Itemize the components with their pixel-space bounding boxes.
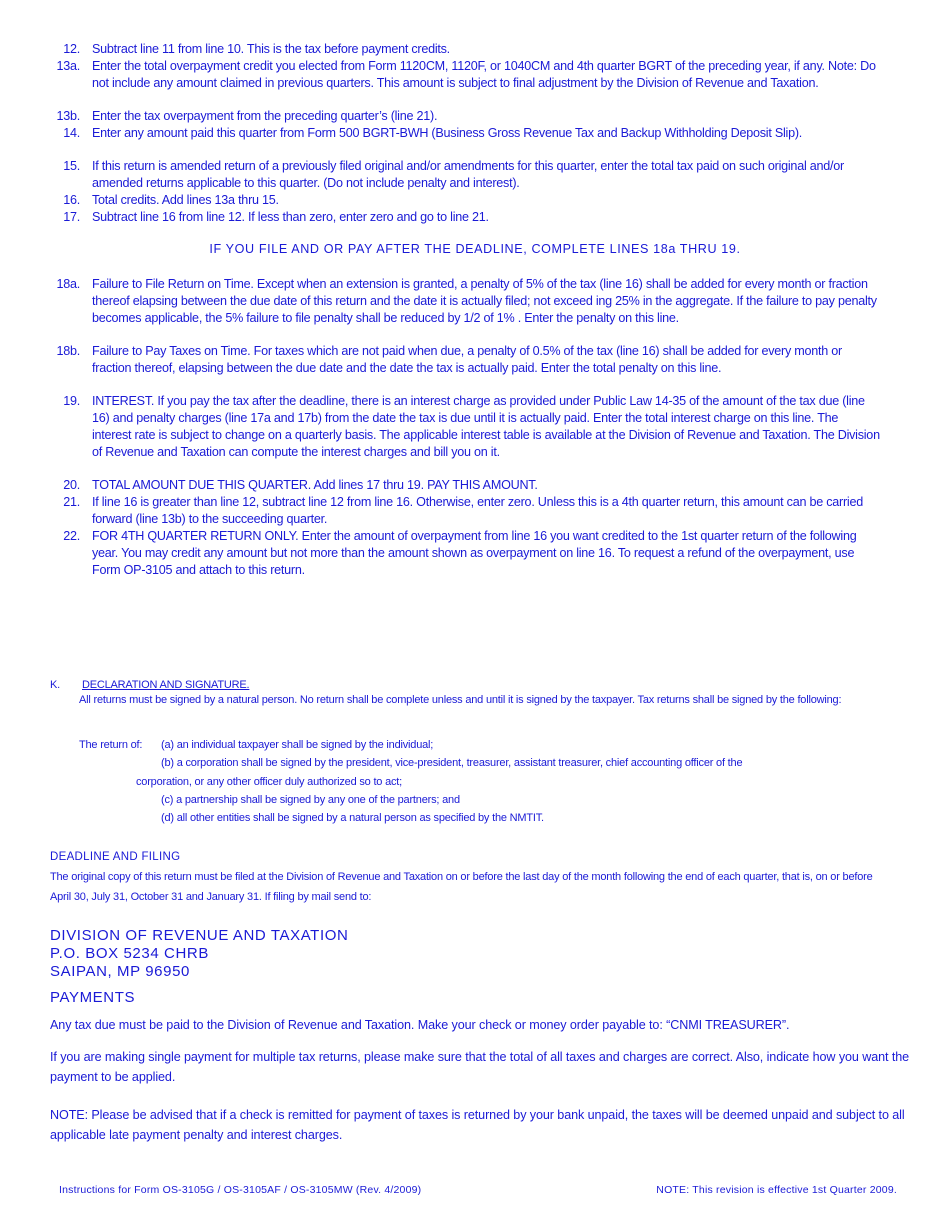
deadline-heading: IF YOU FILE AND OR PAY AFTER THE DEADLINE, COMPLETE LINES 18a THRU 19.	[209, 242, 741, 256]
payments-para-3: NOTE: Please be advised that if a check is remitted for payment of taxes is returned by your bank unpaid, the taxes will be deemed unpaid and subject to all applicable late payment penalty and interest charges.	[50, 1108, 905, 1142]
declaration-lead: The return of:	[79, 739, 143, 751]
address-line-2: P.O. BOX 5234 CHRB	[50, 945, 209, 962]
line-13a: 13a. Enter the total overpayment credit you elected from Form 1120CM, 1120F, or 1040CM and 4th quarter BGRT of the preceding year, if any. Note: Do not include any amount claimed in previous quarters. This amount is subject to final adjustment by the Division of Revenue and Taxation.	[56, 59, 876, 90]
payments-title: PAYMENTS	[50, 989, 136, 1006]
declaration-b: (b) a corporation shall be signed by the president, vice-president, treasurer, assistant treasurer, chief accounting officer of the	[161, 757, 743, 769]
line-15: 15. If this return is amended return of a previously filed original and/or amendments for this quarter, enter the total tax paid on such original and/or amended returns applicable to this quarter. (Do not include penalty and interest).	[63, 159, 844, 190]
line-18b: 18b. Failure to Pay Taxes on Time. For taxes which are not paid when due, a penalty of 0.5% of the tax (line 16) shall be added for every month or fraction thereof, elapsing between the due date and the date the tax is actually paid. Enter the total penalty on this line.	[56, 344, 842, 375]
line-19: 19. INTEREST. If you pay the tax after the deadline, there is an interest charge as provided under Public Law 14-35 of the amount of the tax due (line 16) and penalty charges (line 17a and 17b) from the date the tax is due until it is actually paid. Enter the total interest charge on this line. The interest rate is subject to change on a quarterly basis. The applicable interest table is available at the Division of Revenue and Taxation. The Division of Revenue and Taxation can compute the interest charges and bill you on it.	[63, 394, 880, 459]
footer-revision-note: NOTE: This revision is effective 1st Quarter 2009.	[656, 1184, 897, 1196]
line-12: 12. Subtract line 11 from line 10. This is the tax before payment credits.	[63, 42, 450, 56]
line-18a: 18a. Failure to File Return on Time. Except when an extension is granted, a penalty of 5% of the tax (line 16) shall be added for every month or fraction thereof elapsing between the due date of this return and the date it is actually filed; not exceed ing 25% in the aggregate. If the failure to pay penalty becomes applicable, the 5% failure to file penalty shall be reduced by 1/2 of 1% . Enter the penalty on this line.	[56, 277, 877, 325]
line-14: 14. Enter any amount paid this quarter from Form 500 BGRT-BWH (Business Gross Revenue Tax and Backup Withholding Deposit Slip).	[63, 126, 803, 140]
declaration-d: (d) all other entities shall be signed by a natural person as specified by the NMTIT.	[161, 812, 544, 824]
line-21: 21. If line 16 is greater than line 12, subtract line 12 from line 16. Otherwise, enter zero. Unless this is a 4th quarter return, this amount can be carried forward (line 13b) to the succeeding quarter.	[63, 495, 863, 526]
address-line-3: SAIPAN, MP 96950	[50, 963, 190, 980]
section-letter: K.	[50, 679, 60, 691]
footer-form-title: Instructions for Form OS-3105G / OS-3105AF / OS-3105MW (Rev. 4/2009)	[59, 1184, 422, 1196]
address-line-1: DIVISION OF REVENUE AND TAXATION	[50, 927, 349, 944]
line-17: 17. Subtract line 16 from line 12. If less than zero, enter zero and go to line 21.	[63, 210, 489, 224]
line-16: 16. Total credits. Add lines 13a thru 15.	[63, 193, 279, 207]
line-22: 22. FOR 4TH QUARTER RETURN ONLY. Enter the amount of overpayment from line 16 you want credited to the 1st quarter return of the following year. You may credit any amount but not more than the amount shown as overpayment on line 16. To request a refund of the overpayment, use Form OP-3105 and attach to this return.	[63, 529, 857, 577]
declaration-a: (a) an individual taxpayer shall be signed by the individual;	[161, 739, 434, 751]
payments-para-2: If you are making single payment for multiple tax returns, please make sure that the total of all taxes and charges are correct. Also, indicate how you want the payment to be applied.	[50, 1050, 910, 1084]
line-20: 20. TOTAL AMOUNT DUE THIS QUARTER. Add lines 17 thru 19. PAY THIS AMOUNT.	[63, 478, 538, 492]
declaration-c: (c) a partnership shall be signed by any one of the partners; and	[161, 794, 460, 806]
filing-title: DEADLINE AND FILING	[50, 851, 181, 863]
payments-para-1: Any tax due must be paid to the Division of Revenue and Taxation. Make your check or money order payable to: “CNMI TREASURER”.	[50, 1018, 790, 1032]
line-13b: 13b. Enter the tax overpayment from the preceding quarter’s (line 21).	[56, 109, 438, 123]
filing-text: The original copy of this return must be filed at the Division of Revenue and Taxation on or before the last day of the month following the end of each quarter, that is, on or before April 30, July 31, October 31 and January 31. If filing by mail send to:	[50, 871, 873, 903]
declaration-b-cont: corporation, or any other officer duly authorized so to act;	[136, 776, 403, 788]
declaration-title: DECLARATION AND SIGNATURE.	[82, 679, 250, 691]
declaration-intro: All returns must be signed by a natural person. No return shall be complete unless and until it is signed by the taxpayer. Tax returns shall be signed by the following:	[79, 694, 842, 706]
